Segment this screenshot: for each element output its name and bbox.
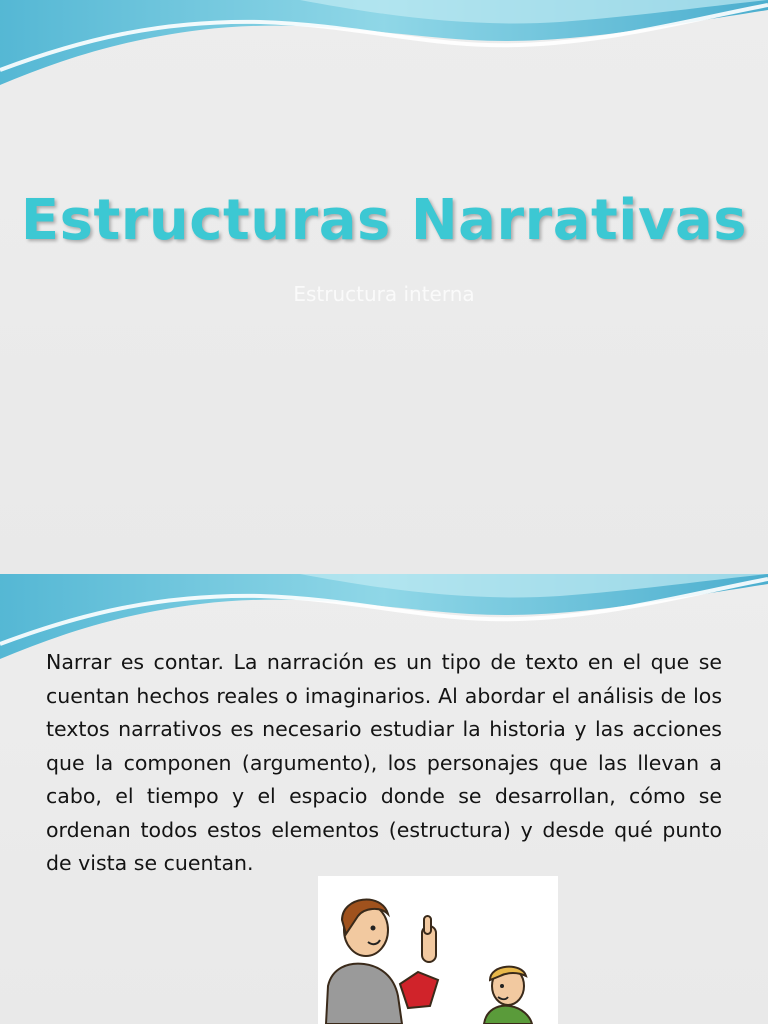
narration-paragraph: Narrar es contar. La narración es un tipo de texto en el que se cuentan hechos reales o imaginarios. Al abordar el análisis de los textos narrativos es necesario estudiar la historia y las acciones que la componen (argumento), los personajes que las llevan a cabo, el tiempo y el espacio donde se desarrollan, cómo se ordenan todos estos elementos (estructura) y desde qué punto de vista se cuentan. <box>46 650 722 875</box>
slide-content <box>0 574 768 1024</box>
storyteller-illustration <box>318 876 558 1024</box>
wave-decoration <box>0 0 768 90</box>
slide-title-heading: Estructuras Narrativas <box>20 188 748 253</box>
slide-subtitle: Estructura interna <box>293 282 475 306</box>
